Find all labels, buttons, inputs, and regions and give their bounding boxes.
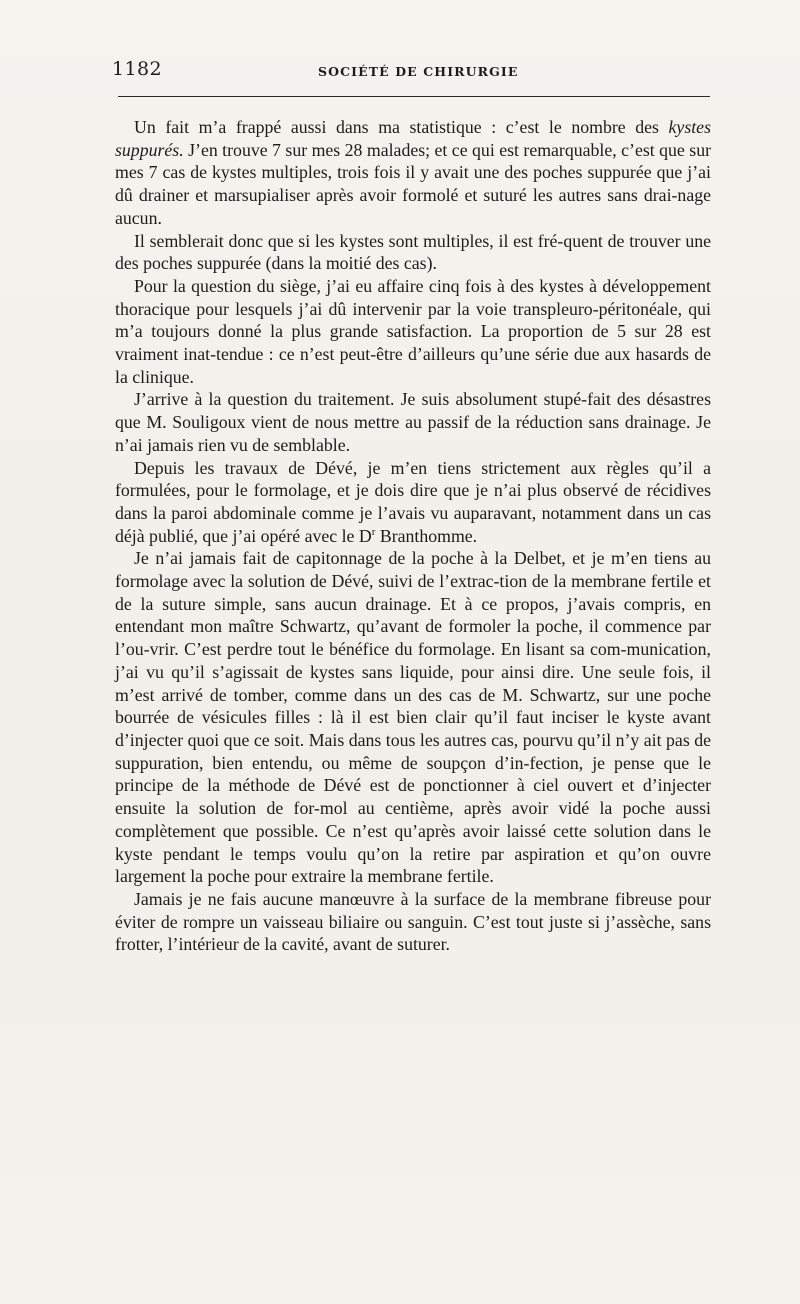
page-header	[112, 56, 708, 96]
running-head: SOCIÉTÉ DE CHIRURGIE	[318, 64, 519, 79]
body-text	[115, 116, 711, 956]
header-rule	[118, 96, 710, 97]
paragraph-1-start: Un fait m’a frappé aussi dans ma statistique : c’est le nombre des	[134, 117, 669, 137]
paragraph-5-start: Depuis les travaux de Dévé, je m’en tiens strictement aux règles qu’il a formulées, pour le formolage, et je dois dire que je n’ai plus observé de récidives dans la paroi abdominale comme je l’avais vu auparavant, notamment dans un cas déjà publié, que j’ai opéré avec le D	[115, 457, 711, 546]
paragraph-5	[115, 457, 711, 548]
page-number: 1182	[112, 58, 162, 80]
italic-phrase: kystes suppurés.	[115, 117, 711, 160]
superscript: r	[371, 525, 376, 538]
paragraph-2: Il semblerait donc que si les kystes sont multiples, il est fré-quent de trouver une des poches suppurée (dans la moitié des cas).	[115, 230, 711, 274]
paragraph-6: Je n’ai jamais fait de capitonnage de la poche à la Delbet, et je m’en tiens au formolage avec la solution de Dévé, suivi de l’extrac-tion de la membrane fertile et de la suture simple, sans aucun drainage. Et à ce propos, j’avais compris, en entendant mon maître Schwartz, qu’avant de formoler la poche, il commence par l’ou-vrir. C’est perdre tout le bénéfice du formolage. En lisant sa com-munication, j’ai vu qu’il s’agissait de kystes sans liquide, pour ainsi dire. Une seule fois, il m’est arrivé de tomber, comme dans un des cas de M. Schwartz, sur une poche bourrée de vésicules filles : là il est bien clair qu’il faut inciser le kyste avant d’injecter quoi que ce soit. Mais dans tous les autres cas, pourvu qu’il n’y ait pas de suppuration, bien entendu, ou même de soupçon d’in-fection, je pense que le principe de la méthode de Dévé est de ponctionner à ciel ouvert et d’injecter ensuite la solution de for-mol au centième, après avoir vidé la poche aussi complètement que possible. Ce n’est qu’après avoir laissé cette solution dans le kyste pendant le temps voulu qu’on la retire par aspiration et qu’on ouvre largement la poche pour extraire la membrane fertile.	[115, 548, 711, 887]
paragraph-3: Pour la question du siège, j’ai eu affaire cinq fois à des kystes à développement thoracique pour lesquels j’ai dû intervenir par la voie transpleuro-péritonéale, qui m’a toujours donné la plus grande satisfaction. La proportion de 5 sur 28 est vraiment inat-tendue : ce n’est peut-être d’ailleurs qu’une série due aux hasards de la clinique.	[115, 275, 711, 387]
paragraph-1-end: J’en trouve 7 sur mes 28 malades; et ce qui est remarquable, c’est que sur mes 7 cas de kystes multiples, trois fois il y avait une des poches suppurée que j’ai dû drainer et marsupialiser après avoir formolé et suturé les autres sans drai-nage aucun.	[115, 139, 712, 228]
paragraph-5-end: Branthomme.	[375, 525, 478, 546]
paragraph-1	[115, 116, 711, 230]
paragraph-7: Jamais je ne fais aucune manœuvre à la surface de la membrane fibreuse pour éviter de rompre un vaisseau biliaire ou sanguin. C’est tout juste si j’assèche, sans frotter, l’intérieur de la cavité, avant de suturer.	[115, 888, 711, 955]
paragraph-4: J’arrive à la question du traitement. Je suis absolument stupé-fait des désastres que M. Souligoux vient de nous mettre au passif de la réduction sans drainage. Je n’ai jamais rien vu de semblable.	[115, 389, 711, 455]
